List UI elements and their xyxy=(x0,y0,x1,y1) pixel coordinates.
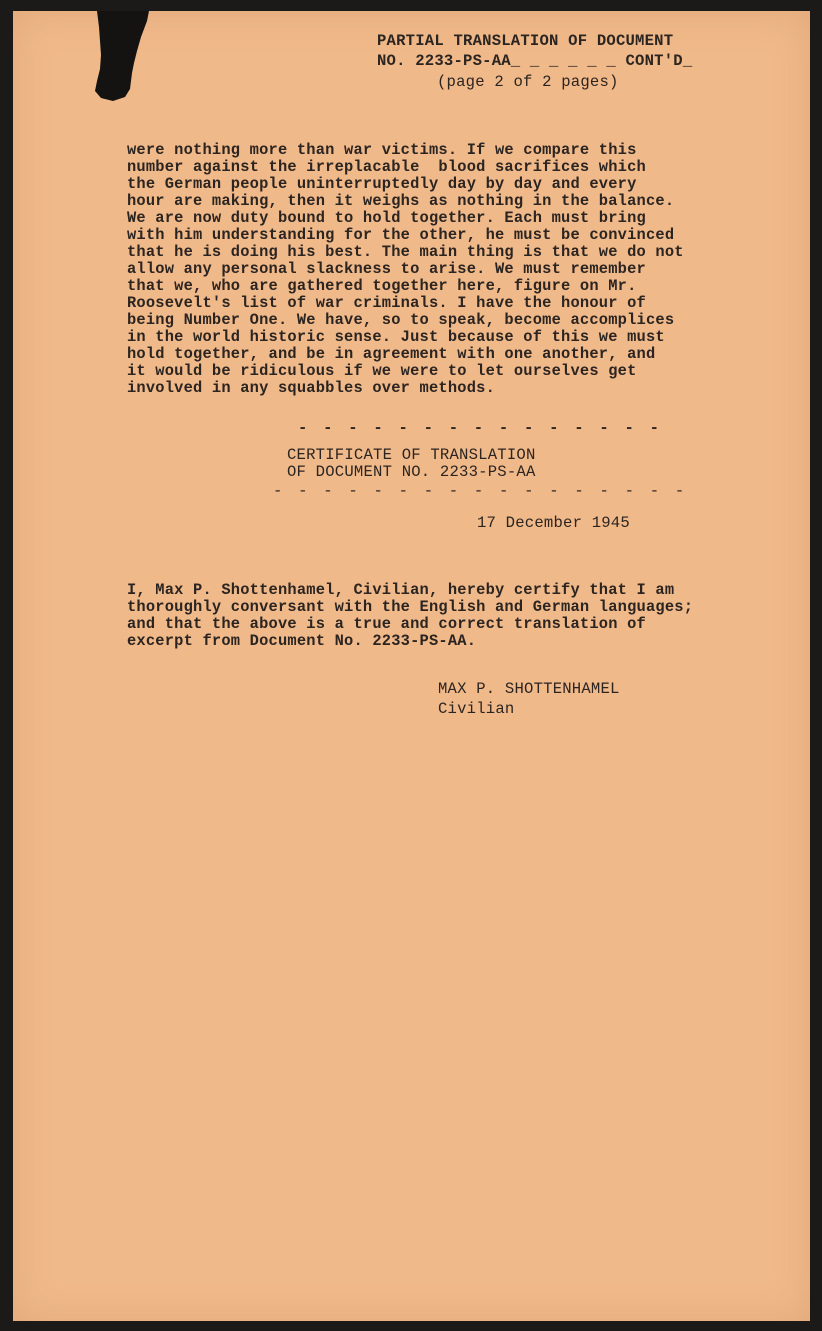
certificate-date: 17 December 1945 xyxy=(477,514,630,532)
certificate-document-ref: OF DOCUMENT NO. 2233-PS-AA xyxy=(287,463,536,481)
document-title: PARTIAL TRANSLATION OF DOCUMENT xyxy=(377,32,674,50)
document-number: NO. 2233-PS-AA_ _ _ _ _ _ CONT'D_ xyxy=(377,52,693,70)
translator-title: Civilian xyxy=(438,700,515,718)
certificate-divider: - - - - - - - - - - - - - - - - - xyxy=(273,482,688,500)
certificate-title: CERTIFICATE OF TRANSLATION xyxy=(287,446,536,464)
translation-body: were nothing more than war victims. If we compare this number against the irreplacable blood sacrifices which the German people uninterruptedly day by day and every hour are making, then it weighs as nothing in the balance. We are now duty bound to hold together. Each must bring with him understanding for the other, he must be convinced that he is doing his best. The main thing is that we do not allow any personal slackness to arise. We must remember that we, who are gathered together here, figure on Mr. Roosevelt's list of war criminals. I have the honour of being Number One. We have, so to speak, become accomplices in the world historic sense. Just because of this we must hold together, and be in agreement with one another, and it would be ridiculous if we were to let ourselves get involved in any squabbles over methods. xyxy=(127,141,684,397)
ink-stain-mark xyxy=(91,11,153,103)
certificate-statement: I, Max P. Shottenhamel, Civilian, hereby certify that I am thoroughly conversant with the English and German languages; and that the above is a true and correct translation of excerpt from Document No. 2233-PS-AA. xyxy=(127,581,694,650)
document-page xyxy=(13,11,810,1321)
page-indicator: (page 2 of 2 pages) xyxy=(437,73,619,91)
translator-name: MAX P. SHOTTENHAMEL xyxy=(438,680,620,698)
section-divider: - - - - - - - - - - - - - - - xyxy=(298,419,663,437)
